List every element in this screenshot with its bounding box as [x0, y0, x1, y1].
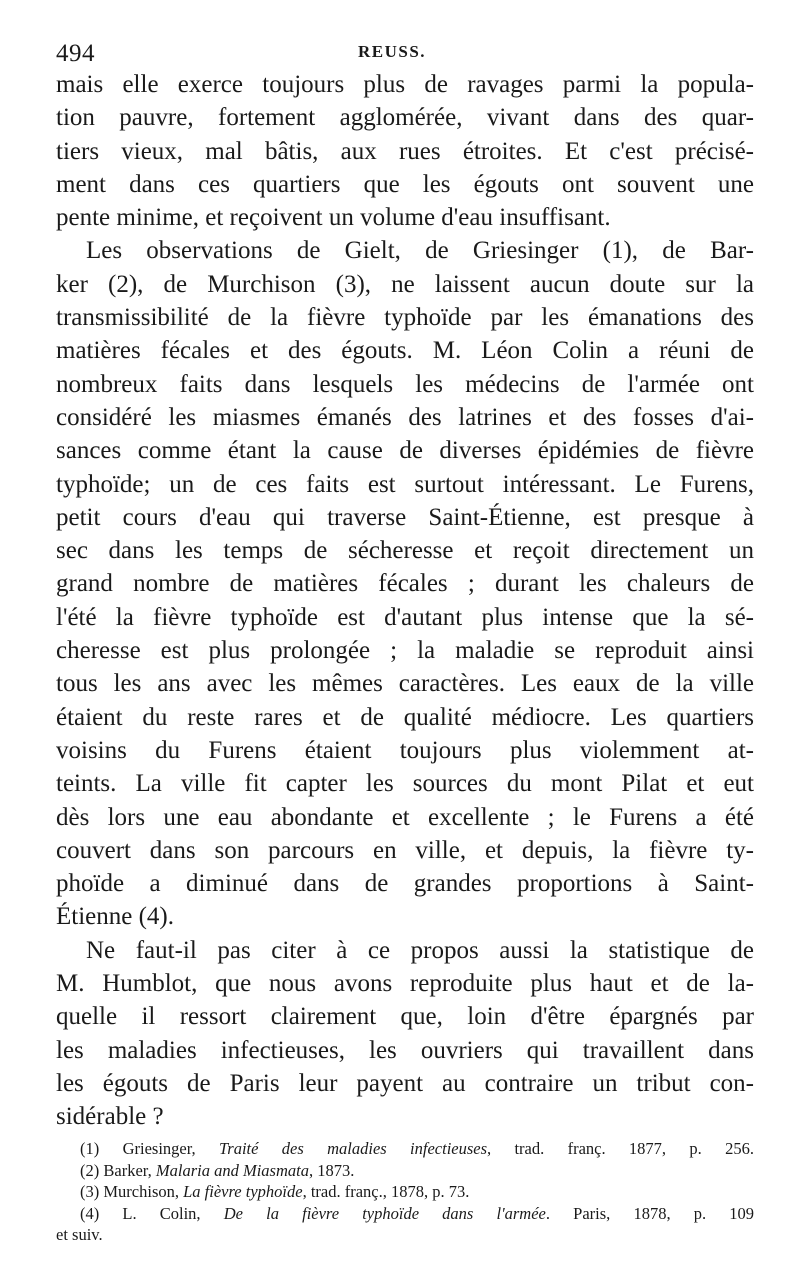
footnote-text: (2) Barker,	[80, 1160, 156, 1180]
footnote-text: , 1873.	[308, 1160, 355, 1180]
text-line: pente minime, et reçoivent un volume d'eau insuffisant.	[56, 204, 611, 232]
page-number: 494	[56, 40, 95, 67]
text-line: petit cours d'eau qui traverse Saint-Étienne, est presque à	[56, 503, 754, 531]
text-line: étaient du reste rares et de qualité médiocre. Les quartiers	[56, 703, 754, 731]
paragraph	[56, 68, 754, 234]
running-head	[56, 30, 754, 70]
text-line: voisins du Furens étaient toujours plus violemment at-	[56, 736, 754, 764]
text-line: nombreux faits dans lesquels les médecins de l'armée ont	[56, 370, 754, 398]
text-line: sidérable ?	[56, 1103, 164, 1131]
text-line: les maladies infectieuses, les ouvriers qui travaillent dans	[56, 1036, 754, 1064]
footnote-line	[56, 1160, 754, 1182]
text-line: M. Humblot, que nous avons reproduite plus haut et de la-	[56, 970, 754, 998]
text-line: ker (2), de Murchison (3), ne laissent aucun doute sur la	[56, 270, 754, 298]
running-title: REUSS.	[358, 42, 427, 61]
footnote-text: (3) Murchison,	[80, 1182, 184, 1201]
text-line: mais elle exerce toujours plus de ravages parmi la popula-	[56, 71, 754, 98]
text-line: typhoïde; un de ces faits est surtout intéressant. Le Furens,	[56, 470, 754, 498]
footnote	[56, 1203, 754, 1246]
text-line: l'été la fièvre typhoïde est d'autant plus intense que la sé-	[56, 603, 754, 631]
text-line: considéré les miasmes émanés des latrines et des fosses d'ai-	[56, 403, 754, 431]
text-line: tous les ans avec les mêmes caractères. Les eaux de la ville	[56, 670, 754, 698]
footnote-text: , trad. franç. 1877, p. 256.	[487, 1139, 754, 1158]
footnote-text: et suiv.	[56, 1225, 103, 1244]
paragraph	[56, 234, 754, 933]
footnote-line	[56, 1181, 754, 1203]
text-line: Les observations de Gielt, de Griesinger (1), de Bar-	[86, 237, 754, 265]
text-line: phoïde a diminué dans de grandes proportions à Saint-	[56, 870, 754, 898]
footnote-line	[56, 1203, 754, 1225]
footnote-line	[56, 1138, 754, 1160]
footnote-text: (1) Griesinger,	[80, 1139, 220, 1158]
text-line: transmissibilité de la fièvre typhoïde par les émanations des	[56, 304, 754, 332]
footnote-text: , trad. franç., 1878, p. 73.	[302, 1182, 470, 1201]
paragraph	[56, 934, 754, 1134]
text-line: sec dans les temps de sécheresse et reçoit directement un	[56, 537, 754, 565]
footnotes	[56, 1138, 754, 1246]
footnote-text: . Paris, 1878, p. 109	[545, 1203, 755, 1223]
text-line: quelle il ressort clairement que, loin d'être épargnés par	[56, 1003, 754, 1031]
text-line: couvert dans son parcours en ville, et depuis, la fièvre ty-	[56, 836, 754, 864]
text-line: Ne faut-il pas citer à ce propos aussi la statistique de	[86, 936, 754, 964]
footnote-title: De la fièvre typhoïde dans l'armée	[223, 1203, 546, 1223]
text-line: les égouts de Paris leur payent au contraire un tribut con-	[56, 1069, 754, 1097]
text-line: sances comme étant la cause de diverses épidémies de fièvre	[56, 437, 754, 465]
text-line: grand nombre de matières fécales ; durant les chaleurs de	[56, 570, 754, 598]
text-line: tiers vieux, mal bâtis, aux rues étroites. Et c'est précisé-	[56, 137, 754, 165]
body-text	[56, 68, 754, 1134]
text-line: dès lors une eau abondante et excellente ; le Furens a été	[56, 803, 754, 831]
footnote	[56, 1138, 754, 1160]
footnote	[56, 1160, 754, 1182]
text-line: Étienne (4).	[56, 903, 175, 931]
book-page	[56, 30, 754, 1260]
text-line: ment dans ces quartiers que les égouts ont souvent une	[56, 170, 754, 198]
footnote-text: (4) L. Colin,	[80, 1203, 224, 1223]
footnote-title: La fièvre typhoïde	[183, 1182, 303, 1201]
text-line: cheresse est plus prolongée ; la maladie se reproduit ainsi	[56, 637, 754, 665]
footnote-title: Malaria and Miasmata	[155, 1160, 309, 1180]
footnote-title: Traité des maladies infectieuses	[219, 1139, 488, 1158]
footnote-line	[56, 1224, 754, 1246]
text-line: teints. La ville fit capter les sources du mont Pilat et eut	[56, 770, 754, 798]
text-line: tion pauvre, fortement agglomérée, vivant dans des quar-	[56, 104, 754, 132]
text-line: matières fécales et des égouts. M. Léon Colin a réuni de	[56, 337, 754, 365]
footnote	[56, 1181, 754, 1203]
